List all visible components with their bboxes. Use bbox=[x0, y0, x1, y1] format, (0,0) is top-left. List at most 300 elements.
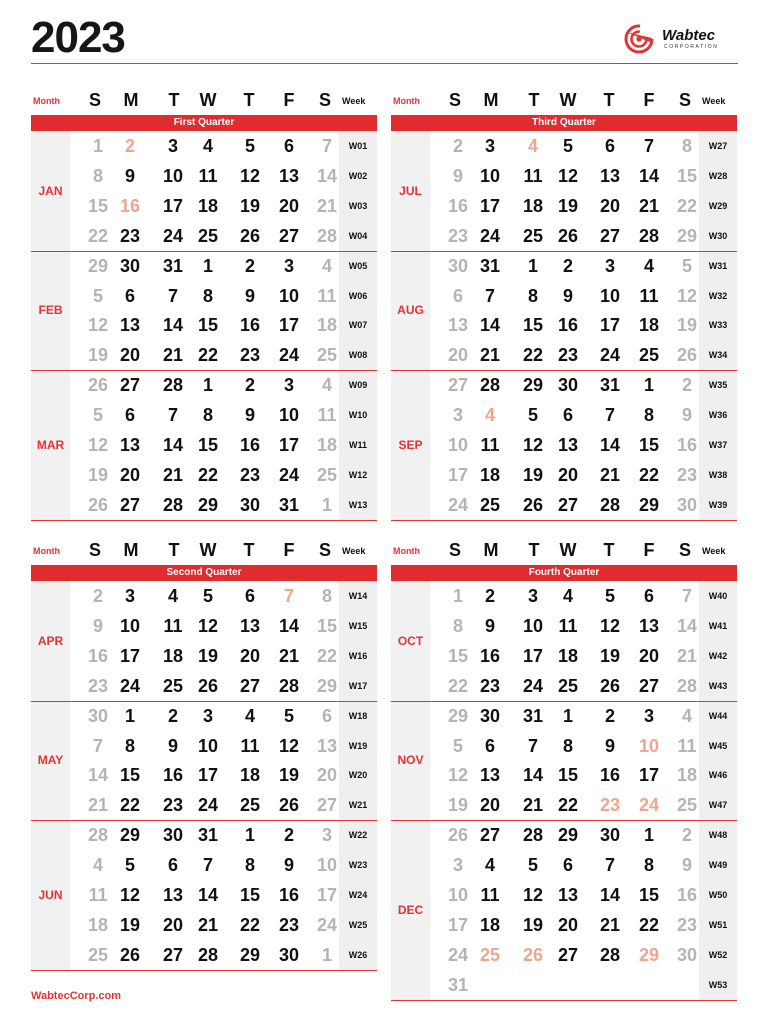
weekday-header bbox=[31, 536, 377, 564]
day-cell: 5 bbox=[604, 586, 615, 606]
day-cell: 25 bbox=[522, 225, 544, 246]
day-cell: 24 bbox=[447, 944, 469, 965]
footer-url[interactable]: WabtecCorp.com bbox=[31, 990, 122, 1002]
day-cell: 10 bbox=[638, 735, 660, 756]
day-cell: 16 bbox=[599, 765, 621, 786]
day-cell: 17 bbox=[316, 885, 338, 905]
day-cell: 6 bbox=[643, 586, 654, 606]
day-cell: 12 bbox=[87, 315, 109, 336]
day-cell: 18 bbox=[239, 765, 261, 786]
day-cell: 31 bbox=[522, 705, 544, 726]
day-cell: 6 bbox=[562, 405, 573, 426]
day-cell: 7 bbox=[643, 136, 654, 156]
day-cell: 7 bbox=[484, 285, 495, 306]
day-cell: 11 bbox=[558, 615, 578, 636]
day-cell: 5 bbox=[527, 405, 538, 426]
month-label: FEB bbox=[38, 303, 63, 318]
day-cell: 10 bbox=[119, 615, 141, 636]
day-cell: 8 bbox=[244, 855, 255, 876]
week-number: W23 bbox=[348, 860, 368, 871]
day-cell: 14 bbox=[87, 765, 109, 786]
day-cell: 10 bbox=[447, 885, 469, 905]
week-number: W41 bbox=[708, 620, 728, 631]
day-cell: 18 bbox=[316, 315, 338, 336]
day-cell: 5 bbox=[202, 586, 213, 606]
day-cell: 16 bbox=[239, 315, 261, 336]
day-cell: 15 bbox=[522, 315, 544, 336]
day-cell: 21 bbox=[638, 195, 660, 216]
day-cell: 13 bbox=[638, 615, 660, 636]
month-label: JUN bbox=[38, 887, 63, 902]
day-cell: 5 bbox=[283, 705, 294, 726]
quarter-title-bar: Fourth Quarter bbox=[391, 565, 737, 581]
month-divider bbox=[31, 970, 377, 971]
weekday-label: S bbox=[678, 90, 691, 110]
day-cell: 16 bbox=[239, 435, 261, 455]
day-cell: 19 bbox=[522, 914, 544, 935]
weekday-label: F bbox=[643, 90, 655, 110]
weekday-label: T bbox=[168, 90, 180, 110]
week-number: W51 bbox=[708, 919, 728, 930]
day-cell: 4 bbox=[321, 375, 332, 396]
day-cell: 2 bbox=[452, 136, 463, 156]
day-cell: 22 bbox=[522, 345, 544, 366]
day-cell: 4 bbox=[527, 136, 538, 156]
day-cell: 21 bbox=[599, 914, 621, 935]
day-cell: 28 bbox=[278, 675, 300, 696]
day-cell: 27 bbox=[557, 944, 579, 965]
day-cell: 20 bbox=[479, 795, 501, 816]
day-cell: 4 bbox=[202, 136, 213, 156]
day-cell: 20 bbox=[278, 195, 300, 216]
day-cell: 29 bbox=[87, 255, 109, 276]
day-cell: 25 bbox=[479, 494, 501, 515]
day-cell: 20 bbox=[447, 345, 469, 366]
weekday-label: M bbox=[123, 540, 139, 560]
day-cell: 28 bbox=[197, 944, 219, 965]
day-cell: 9 bbox=[604, 735, 615, 756]
day-cell: 8 bbox=[452, 615, 463, 636]
day-cell: 11 bbox=[163, 615, 183, 636]
day-cell: 16 bbox=[278, 885, 300, 905]
day-cell: 23 bbox=[599, 795, 621, 816]
day-cell: 3 bbox=[283, 375, 294, 396]
month-label: JAN bbox=[38, 183, 63, 198]
wabtec-swirl-icon bbox=[622, 22, 662, 56]
day-cell: 14 bbox=[676, 615, 698, 636]
weekday-label: T bbox=[168, 540, 180, 560]
day-cell: 20 bbox=[162, 914, 184, 935]
day-cell: 22 bbox=[676, 195, 698, 216]
day-cell: 11 bbox=[317, 285, 337, 306]
day-cell: 28 bbox=[162, 494, 184, 515]
day-cell: 29 bbox=[197, 494, 219, 515]
day-cell: 13 bbox=[162, 885, 184, 905]
day-cell: 10 bbox=[599, 285, 621, 306]
day-cell: 10 bbox=[197, 735, 219, 756]
day-cell: 2 bbox=[604, 705, 615, 726]
day-cell: 3 bbox=[604, 255, 615, 276]
week-number: W19 bbox=[348, 740, 368, 751]
week-number: W26 bbox=[348, 949, 368, 960]
week-number: W44 bbox=[708, 710, 728, 721]
day-cell: 9 bbox=[244, 405, 255, 426]
day-cell: 30 bbox=[557, 375, 579, 396]
month-label: JUL bbox=[399, 183, 422, 198]
day-cell: 18 bbox=[316, 435, 338, 455]
day-cell: 30 bbox=[676, 944, 698, 965]
day-cell: 29 bbox=[119, 825, 141, 846]
day-cell: 23 bbox=[87, 675, 109, 696]
day-cell: 28 bbox=[522, 825, 544, 846]
day-cell: 23 bbox=[676, 914, 698, 935]
day-cell: 24 bbox=[119, 675, 141, 696]
day-cell: 9 bbox=[283, 855, 294, 876]
day-cell: 23 bbox=[239, 345, 261, 366]
weekday-label: W bbox=[559, 540, 577, 560]
weekday-label: W bbox=[199, 540, 217, 560]
day-cell: 17 bbox=[522, 645, 544, 666]
day-cell: 11 bbox=[88, 885, 108, 905]
day-cell: 15 bbox=[87, 195, 109, 216]
weekday-label: T bbox=[528, 540, 540, 560]
day-cell: 21 bbox=[522, 795, 544, 816]
weekday-label: T bbox=[528, 90, 540, 110]
week-number: W16 bbox=[348, 650, 368, 661]
day-cell: 9 bbox=[484, 615, 495, 636]
day-cell: 15 bbox=[316, 615, 338, 636]
day-cell: 9 bbox=[452, 165, 463, 186]
day-cell: 1 bbox=[124, 705, 135, 726]
day-cell: 17 bbox=[197, 765, 219, 786]
day-cell: 24 bbox=[278, 464, 300, 485]
day-cell: 2 bbox=[244, 255, 255, 276]
day-cell: 2 bbox=[681, 825, 692, 846]
day-cell: 22 bbox=[557, 795, 579, 816]
day-cell: 15 bbox=[197, 435, 219, 455]
day-cell: 25 bbox=[676, 795, 698, 816]
top-divider bbox=[31, 63, 738, 64]
day-cell: 6 bbox=[244, 586, 255, 606]
week-column-header: Week bbox=[342, 546, 366, 556]
day-cell: 14 bbox=[638, 165, 660, 186]
day-cell: 7 bbox=[92, 735, 103, 756]
day-cell: 10 bbox=[316, 855, 338, 876]
day-cell: 24 bbox=[479, 225, 501, 246]
weekday-label: W bbox=[199, 90, 217, 110]
day-cell: 29 bbox=[557, 825, 579, 846]
day-cell: 26 bbox=[239, 225, 261, 246]
day-cell: 15 bbox=[638, 885, 660, 905]
day-cell: 18 bbox=[638, 315, 660, 336]
weekday-label: M bbox=[483, 90, 499, 110]
week-number: W02 bbox=[348, 170, 368, 181]
day-cell: 23 bbox=[278, 914, 300, 935]
day-cell: 22 bbox=[197, 464, 219, 485]
day-cell: 14 bbox=[599, 435, 621, 455]
day-cell: 26 bbox=[87, 494, 109, 515]
weekday-header bbox=[391, 86, 737, 114]
weekday-label: S bbox=[318, 540, 331, 560]
day-cell: 17 bbox=[447, 914, 469, 935]
day-cell: 27 bbox=[316, 795, 338, 816]
day-cell: 31 bbox=[447, 974, 469, 995]
day-cell: 19 bbox=[87, 345, 109, 366]
day-cell: 20 bbox=[316, 765, 338, 786]
day-cell: 29 bbox=[316, 675, 338, 696]
day-cell: 14 bbox=[278, 615, 300, 636]
day-cell: 8 bbox=[643, 405, 654, 426]
day-cell: 24 bbox=[599, 345, 621, 366]
day-cell: 20 bbox=[557, 464, 579, 485]
week-number: W01 bbox=[348, 141, 368, 151]
day-cell: 27 bbox=[162, 944, 184, 965]
week-number: W07 bbox=[348, 320, 368, 331]
day-cell: 13 bbox=[278, 165, 300, 186]
day-cell: 19 bbox=[557, 195, 579, 216]
day-cell: 29 bbox=[522, 375, 544, 396]
day-cell: 9 bbox=[167, 735, 178, 756]
day-cell: 15 bbox=[638, 435, 660, 455]
day-cell: 14 bbox=[316, 165, 338, 186]
day-cell: 13 bbox=[119, 315, 141, 336]
day-cell: 22 bbox=[87, 225, 109, 246]
day-cell: 1 bbox=[202, 255, 213, 276]
day-cell: 21 bbox=[162, 464, 184, 485]
day-cell: 7 bbox=[681, 586, 692, 606]
day-cell: 1 bbox=[562, 705, 573, 726]
day-cell: 6 bbox=[124, 285, 135, 306]
day-cell: 4 bbox=[484, 405, 495, 426]
day-cell: 7 bbox=[527, 735, 538, 756]
day-cell: 21 bbox=[479, 345, 501, 366]
day-cell: 29 bbox=[638, 494, 660, 515]
day-cell: 5 bbox=[92, 405, 103, 426]
day-cell: 21 bbox=[599, 464, 621, 485]
day-cell: 15 bbox=[557, 765, 579, 786]
day-cell: 5 bbox=[92, 285, 103, 306]
day-cell: 18 bbox=[87, 914, 109, 935]
day-cell: 30 bbox=[447, 255, 469, 276]
week-number: W48 bbox=[708, 830, 728, 841]
day-cell: 25 bbox=[557, 675, 579, 696]
day-cell: 3 bbox=[124, 586, 135, 606]
day-cell: 4 bbox=[562, 586, 573, 606]
day-cell: 17 bbox=[278, 315, 300, 336]
quarter-title-bar: First Quarter bbox=[31, 115, 377, 131]
week-number: W36 bbox=[708, 410, 728, 421]
day-cell: 6 bbox=[484, 735, 495, 756]
day-cell: 6 bbox=[562, 855, 573, 876]
day-cell: 31 bbox=[599, 375, 621, 396]
day-cell: 15 bbox=[119, 765, 141, 786]
weekday-label: W bbox=[559, 90, 577, 110]
month-label: AUG bbox=[397, 303, 424, 318]
day-cell: 28 bbox=[316, 225, 338, 246]
day-cell: 25 bbox=[479, 944, 501, 965]
week-number: W25 bbox=[348, 919, 368, 930]
day-cell: 27 bbox=[638, 675, 660, 696]
day-cell: 9 bbox=[681, 855, 692, 876]
day-cell: 13 bbox=[316, 735, 338, 756]
day-cell: 13 bbox=[557, 435, 579, 455]
day-cell: 15 bbox=[239, 885, 261, 905]
day-cell: 15 bbox=[197, 315, 219, 336]
day-cell: 11 bbox=[317, 405, 337, 426]
day-cell: 25 bbox=[162, 675, 184, 696]
day-cell: 7 bbox=[321, 136, 332, 156]
day-cell: 26 bbox=[522, 944, 544, 965]
quarter-title-bar: Third Quarter bbox=[391, 115, 737, 131]
day-cell: 23 bbox=[162, 795, 184, 816]
day-cell: 24 bbox=[638, 795, 660, 816]
week-number: W32 bbox=[708, 290, 728, 301]
day-cell: 3 bbox=[643, 705, 654, 726]
day-cell: 12 bbox=[87, 435, 109, 455]
day-cell: 8 bbox=[124, 735, 135, 756]
day-cell: 12 bbox=[599, 615, 621, 636]
day-cell: 11 bbox=[198, 165, 218, 186]
weekday-label: S bbox=[88, 540, 101, 560]
day-cell: 31 bbox=[479, 255, 501, 276]
day-cell: 8 bbox=[643, 855, 654, 876]
day-cell: 17 bbox=[599, 315, 621, 336]
day-cell: 20 bbox=[239, 645, 261, 666]
day-cell: 16 bbox=[119, 195, 141, 216]
week-number: W09 bbox=[348, 380, 368, 391]
day-cell: 17 bbox=[119, 645, 141, 666]
day-cell: 6 bbox=[283, 136, 294, 156]
week-column-header: Week bbox=[702, 546, 726, 556]
day-cell: 8 bbox=[562, 735, 573, 756]
week-number: W12 bbox=[348, 469, 368, 480]
day-cell: 3 bbox=[202, 705, 213, 726]
day-cell: 18 bbox=[162, 645, 184, 666]
day-cell: 14 bbox=[522, 765, 544, 786]
day-cell: 30 bbox=[479, 705, 501, 726]
day-cell: 3 bbox=[452, 405, 463, 426]
weekday-label: F bbox=[283, 540, 295, 560]
day-cell: 16 bbox=[479, 645, 501, 666]
day-cell: 7 bbox=[604, 405, 615, 426]
week-number: W21 bbox=[348, 800, 368, 811]
day-cell: 2 bbox=[244, 375, 255, 396]
day-cell: 7 bbox=[167, 405, 178, 426]
day-cell: 6 bbox=[167, 855, 178, 876]
day-cell: 1 bbox=[527, 255, 538, 276]
day-cell: 1 bbox=[92, 136, 103, 156]
day-cell: 27 bbox=[278, 225, 300, 246]
week-number: W42 bbox=[708, 650, 728, 661]
day-cell: 18 bbox=[676, 765, 698, 786]
day-cell: 23 bbox=[676, 464, 698, 485]
day-cell: 29 bbox=[447, 705, 469, 726]
day-cell: 27 bbox=[599, 225, 621, 246]
day-cell: 19 bbox=[522, 464, 544, 485]
day-cell: 9 bbox=[681, 405, 692, 426]
day-cell: 25 bbox=[87, 944, 109, 965]
day-cell: 21 bbox=[87, 795, 109, 816]
day-cell: 2 bbox=[283, 825, 294, 846]
day-cell: 26 bbox=[522, 494, 544, 515]
weekday-label: T bbox=[243, 90, 255, 110]
month-column-header: Month bbox=[393, 546, 420, 556]
week-number: W45 bbox=[708, 740, 728, 751]
day-cell: 30 bbox=[87, 705, 109, 726]
week-number: W50 bbox=[708, 890, 728, 900]
day-cell: 19 bbox=[197, 645, 219, 666]
month-label: NOV bbox=[397, 753, 424, 768]
day-cell: 14 bbox=[599, 885, 621, 905]
week-number: W10 bbox=[348, 410, 368, 421]
day-cell: 24 bbox=[197, 795, 219, 816]
weekday-label: S bbox=[448, 540, 461, 560]
week-number: W22 bbox=[348, 830, 368, 841]
day-cell: 28 bbox=[479, 375, 501, 396]
day-cell: 21 bbox=[197, 914, 219, 935]
day-cell: 27 bbox=[557, 494, 579, 515]
day-cell: 17 bbox=[278, 435, 300, 455]
quarter-title-bar: Second Quarter bbox=[31, 565, 377, 581]
day-cell: 24 bbox=[522, 675, 544, 696]
day-cell: 12 bbox=[278, 735, 300, 756]
week-number: W34 bbox=[708, 350, 728, 361]
weekday-label: S bbox=[318, 90, 331, 110]
week-number: W04 bbox=[348, 230, 368, 241]
day-cell: 28 bbox=[162, 375, 184, 396]
day-cell: 4 bbox=[167, 586, 178, 606]
day-cell: 10 bbox=[278, 405, 300, 426]
week-number: W06 bbox=[348, 290, 368, 301]
month-column-header: Month bbox=[33, 96, 60, 106]
day-cell: 9 bbox=[92, 615, 103, 636]
day-cell: 8 bbox=[92, 165, 103, 186]
day-cell: 4 bbox=[92, 855, 103, 876]
month-column-header: Month bbox=[393, 96, 420, 106]
day-cell: 10 bbox=[522, 615, 544, 636]
day-cell: 28 bbox=[87, 825, 109, 846]
day-cell: 15 bbox=[447, 645, 469, 666]
weekday-header bbox=[391, 536, 737, 564]
week-number: W17 bbox=[348, 680, 368, 691]
day-cell: 10 bbox=[479, 165, 501, 186]
day-cell: 21 bbox=[162, 345, 184, 366]
day-cell: 27 bbox=[447, 375, 469, 396]
day-cell: 26 bbox=[197, 675, 219, 696]
week-number: W43 bbox=[708, 680, 728, 691]
day-cell: 27 bbox=[119, 494, 141, 515]
week-number: W47 bbox=[708, 800, 728, 811]
day-cell: 2 bbox=[92, 586, 103, 606]
week-number: W30 bbox=[708, 230, 728, 241]
day-cell: 22 bbox=[239, 914, 261, 935]
day-cell: 22 bbox=[447, 675, 469, 696]
day-cell: 1 bbox=[321, 494, 332, 515]
month-divider bbox=[391, 520, 737, 521]
day-cell: 17 bbox=[638, 765, 660, 786]
day-cell: 11 bbox=[677, 735, 697, 756]
day-cell: 23 bbox=[239, 464, 261, 485]
day-cell: 26 bbox=[119, 944, 141, 965]
day-cell: 1 bbox=[244, 825, 255, 846]
day-cell: 25 bbox=[316, 464, 338, 485]
month-label: APR bbox=[37, 633, 64, 648]
day-cell: 22 bbox=[119, 795, 141, 816]
week-number: W53 bbox=[708, 979, 728, 990]
day-cell: 12 bbox=[557, 165, 579, 186]
weekday-label: S bbox=[88, 90, 101, 110]
month-label: DEC bbox=[397, 902, 424, 917]
